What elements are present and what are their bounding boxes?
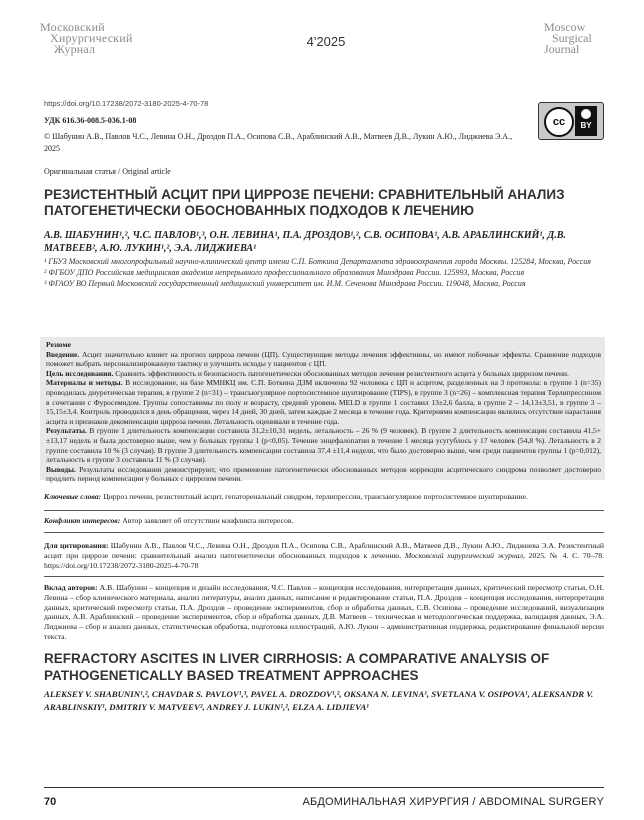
conclusions-text: Результаты исследования демонстрируют, что применение патогенетически обоснованных методов коррекции асцитического синдрома позволяет достоверно продлить период компенсации у больных с циррозом печени.	[46, 464, 601, 484]
abstract-conclusions	[46, 465, 601, 484]
logo-ru-line-1: Московский	[40, 20, 105, 34]
abstract	[46, 340, 601, 484]
article-title-ru: РЕЗИСТЕНТНЫЙ АСЦИТ ПРИ ЦИРРОЗЕ ПЕЧЕНИ: СРАВНИТЕЛЬНЫЙ АНАЛИЗ ПАТОГЕНЕТИЧЕСКИ ОБОСНОВАННЫХ ПОДХОДОВ К ЛЕЧЕНИЮ	[44, 187, 565, 218]
issue-number: 4'2025	[306, 34, 346, 49]
udk-code: УДК 616.36-008.5-036.1-08	[44, 116, 137, 125]
intro-text: Асцит значительно влияет на прогноз цирроза печени (ЦП). Существующие методы лечения эффективны, но имеют побочные эффекты. Сравнение подходов поможет выбрать персонализированную тактику и улучшить исходы у пациентов с ЦП.	[46, 349, 602, 369]
divider	[44, 510, 604, 511]
conflict-text: Автор заявляет об отсутствии конфликта интересов.	[122, 516, 294, 525]
journal-section: АБДОМИНАЛЬНАЯ ХИРУРГИЯ / ABDOMINAL SURGERY	[302, 796, 604, 808]
affiliations	[44, 256, 609, 289]
page-number: 70	[44, 796, 57, 808]
doi-link[interactable]: https://doi.org/10.17238/2072-3180-2025-4-70-78	[44, 99, 209, 108]
conclusions-label: Выводы.	[46, 464, 76, 474]
logo-en-line-1: Moscow	[544, 20, 586, 34]
affiliation-1: ¹ ГБУЗ Московский многопрофильный научно-клинический центр имени С.П. Боткина Департамента здравоохранения города Москвы. 125284, Москва, Россия	[44, 257, 591, 266]
footer-divider	[44, 787, 604, 788]
logo-en-line-2: Surgical	[552, 31, 592, 45]
abstract-aim	[46, 369, 601, 379]
divider	[44, 532, 604, 533]
authors-en: ALEKSEY V. SHABUNIN¹,², CHAVDAR S. PAVLOV¹,³, PAVEL A. DROZDOV¹,², OKSANA N. LEVINA¹, SVETLANA V. OSIPOVA¹, ALEKSANDR V. ARABLINSKIY¹, DMITRIY V. MATVEEV², ANDREY J. LUKIN¹,², ELZA A. LIDJIEVA¹	[44, 689, 594, 712]
logo-ru-line-2: Хирургический	[50, 31, 133, 45]
results-text: В группе 1 длительность компенсации составила 31,2±10,31 недель, летальность – 26 % (9 человек). В группе 2 длительность компенсации составила 41,5+±13,17 недель и была достоверно выше, чем у больных группы 1 (p<0,05). Течение энцефалопатии в течение 1 месяца усугублось у 17 человек (54,8 %). Летальность в 2 группе составила 10 % (3 случая). В группе 3 длительность компенсации составила 37,4 ±11,4 недели, что было достоверно выше, чем среди пациентов группы 1 (p=0,012), летальность в группе 3 составила 11 % (3 случая).	[46, 426, 602, 465]
aim-text: Сравнить эффективность и безопасность патогенетически обоснованных методов лечения резистентного асцита у больных циррозом печени.	[115, 368, 569, 378]
citation-text: Шабунин А.В., Павлов Ч.С., Левина О.Н., Дроздов П.А., Осипова С.В., Араблинский А.В., Матвеев Д.В., Лукин А.Ю., Лиджиева Э.А. Резистентный асцит при циррозе печени: сравнительный анализ патогенетически обоснованных подходов к лечению.	[44, 541, 604, 560]
methods-text: В исследование, на базе ММНКЦ им. С.П. Боткина ДЗМ включены 92 человека с ЦП и асцитом, разделенных на 3 протокола: в группе 1 (n=35) проводилась диуретическая терапия, в группе 2 (n=31) – трансъюгулярное портосистемное шунтирование (TIPS), в группе 3 (n=26) – комплексная терапия Терлипрессином в сочетании с Фуросемидом. Группы сопоставимы по полу и возрасту, средний уровень MELD в группе 1 составил 13±2,6 балла, в группе 2 – 14,13±3,51, в группе 3 – 15,15±3,4. Контроль проводился в день обращения, через 14 дней, 30 дней, затем каждые 2 месяца в течение года. Критериями компенсации являлись отсутствие нарастания асцита и признаков декомпенсации цирроза печени. Летальность оценивали в течение года.	[46, 378, 601, 426]
logo-en-line-3: Journal	[544, 42, 580, 56]
contribution-text: А.В. Шабунин – концепция и дизайн исследования, Ч.С. Павлов – концепция исследования, интерпретация данных, критический пересмотр статьи, О.Н. Левина – сбор клинического материала, анализ литературы, анализ данных, написание и редактирование статьи, П.А. Дроздов – концепция исследования, интерпретация данных, критический пересмотр статьи, П.А. Дроздов – проведение экспериментов, сбор и обработка данных, С.В. Осипова – проведение исследований, визуализация данных, А.В. Араблинский – проведение экспериментов, сбор и обработка данных, Д.В. Матвеев – техническая и методологическая поддержка, валидация данных, Э.А. Лиджиева – сбор и анализ данных, статистическая обработка, подготовка иллюстраций, А.Ю. Лукин – административная поддержка, редактирование финальной версии текста.	[44, 583, 604, 641]
logo-ru-line-3: Журнал	[54, 42, 96, 56]
copyright: © Шабунин А.В., Павлов Ч.С., Левина О.Н., Дроздов П.А., Осипова С.В., Араблинский А.В., Матвеев Д.В., Лукин А.Ю., Лиджиева Э.А., 2025	[44, 132, 513, 153]
abstract-intro	[46, 350, 601, 369]
citation-tail: , 2025. № 4. С. 70–78. https://doi.org/10.17238/2072-3180-2025-4-70-78	[44, 551, 604, 570]
keywords-text: Цирроз печени, резистентный асцит, гепаторенальный синдром, терлипрессин, трансъюгулярное портосистемное шунтирование.	[103, 492, 528, 501]
keywords	[44, 492, 609, 502]
cc-logo-icon: cc	[544, 107, 574, 137]
methods-label: Материалы и методы.	[46, 378, 123, 388]
journal-logo-en	[544, 22, 614, 55]
citation	[44, 541, 604, 571]
journal-logo-ru	[40, 22, 170, 55]
abstract-heading: Резюме	[46, 340, 71, 349]
by-attribution-icon	[575, 106, 597, 136]
affiliation-3: ³ ФГАОУ ВО Первый Московский государственный медицинский университет им. И.М. Сеченова Минздрава России. 119048, Москва, Россия	[44, 279, 526, 288]
divider	[44, 576, 604, 577]
contribution-label: Вклад авторов:	[44, 583, 98, 592]
citation-journal: Московский хирургический журнал	[404, 551, 523, 560]
article-type: Оригинальная статья / Original article	[44, 167, 171, 176]
cc-by-license-icon[interactable]	[538, 102, 604, 140]
intro-label: Введение.	[46, 349, 80, 359]
article-title-en: REFRACTORY ASCITES IN LIVER CIRRHOSIS: A COMPARATIVE ANALYSIS OF PATHOGENETICALLY BASED TREATMENT APPROACHES	[44, 651, 550, 683]
results-label: Результаты.	[46, 426, 87, 436]
abstract-results	[46, 426, 601, 464]
affiliation-2: ² ФГБОУ ДПО Российская медицинская академия непрерывного профессионального образования Минздрава России. 125993, Москва, Россия	[44, 268, 525, 277]
citation-label: Для цитирования:	[44, 541, 109, 550]
keywords-label: Ключевые слова:	[44, 492, 102, 501]
aim-label: Цель исследования.	[46, 368, 114, 378]
authors-ru: А.В. ШАБУНИН¹,², Ч.С. ПАВЛОВ¹,³, О.Н. ЛЕВИНА¹, П.А. ДРОЗДОВ¹,², С.В. ОСИПОВА¹, А.В. АРАБЛИНСКИЙ¹, Д.В. МАТВЕЕВ², А.Ю. ЛУКИН¹,², Э.А. ЛИДЖИЕВА¹	[44, 230, 566, 254]
conflict-label: Конфликт интересов:	[44, 516, 121, 525]
by-label: BY	[580, 121, 592, 130]
abstract-methods	[46, 378, 601, 426]
person-icon	[581, 109, 591, 119]
conflict-of-interest	[44, 516, 609, 525]
author-contribution	[44, 583, 604, 642]
